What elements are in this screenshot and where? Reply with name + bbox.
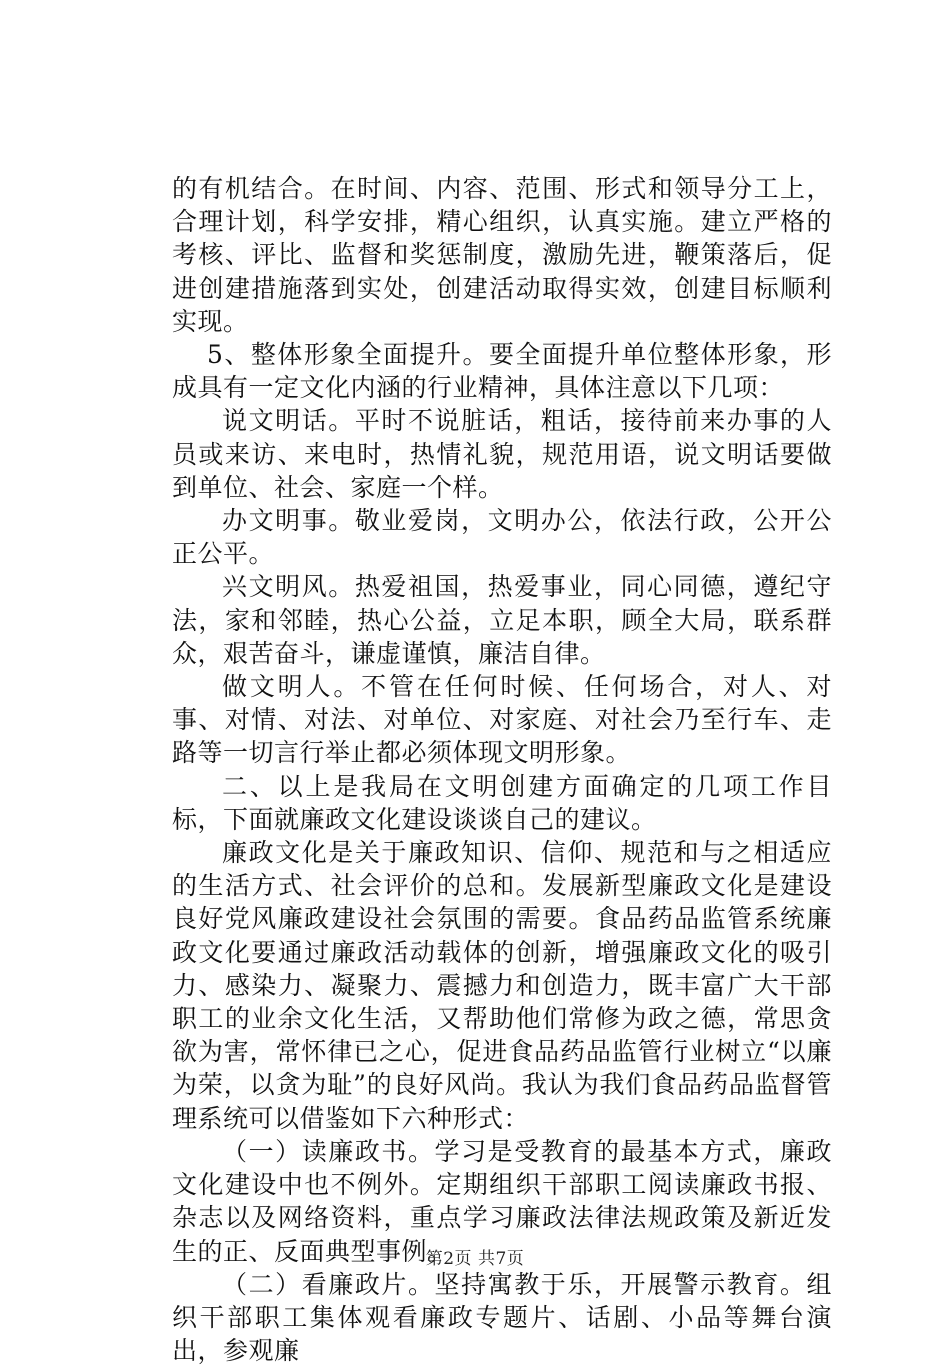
page-footer	[0, 1244, 950, 1269]
paragraph-7: 二、以上是我局在文明创建方面确定的几项工作目标，下面就廉政文化建设谈谈自己的建议。	[172, 771, 832, 834]
paragraph-8: 廉政文化是关于廉政知识、信仰、规范和与之相适应的生活方式、社会评价的总和。发展新型廉政文化是建设良好党风廉政建设社会氛围的需要。食品药品监管系统廉政文化要通过廉政活动载体的创新，增强廉政文化的吸引力、感染力、凝聚力、震撼力和创造力，既丰富广大干部职工的业余文化生活，又帮助他们常修为政之德，常思贪欲为害，常怀律已之心，促进食品药品监管行业树立“以廉为荣，以贪为耻”的良好风尚。我认为我们食品药品监督管理系统可以借鉴如下六种形式：	[172, 838, 832, 1133]
page-number-label: 第2页 共7页	[425, 1249, 525, 1269]
paragraph-2: 5、整体形象全面提升。要全面提升单位整体形象，形成具有一定文化内涵的行业精神，具体注意以下几项：	[172, 340, 832, 403]
paragraph-4: 办文明事。敬业爱岗，文明办公，依法行政，公开公正公平。	[172, 506, 832, 569]
paragraph-1: 的有机结合。在时间、内容、范围、形式和领导分工上，合理计划，科学安排，精心组织，认真实施。建立严格的考核、评比、监督和奖惩制度，激励先进，鞭策落后，促进创建措施落到实处，创建活动取得实效，创建目标顺利实现。	[172, 174, 832, 336]
paragraph-5: 兴文明风。热爱祖国，热爱事业，同心同德，遵纪守法，家和邻睦，热心公益，立足本职，顾全大局，联系群众，艰苦奋斗，谦虚谨慎，廉洁自律。	[172, 572, 832, 668]
paragraph-10: （二）看廉政片。坚持寓教于乐，开展警示教育。组织干部职工集体观看廉政专题片、话剧、小品等舞台演出，参观廉	[172, 1269, 832, 1366]
document-body	[172, 172, 832, 1367]
paragraph-6: 做文明人。不管在任何时候、任何场合，对人、对事、对情、对法、对单位、对家庭、对社会乃至行车、走路等一切言行举止都必须体现文明形象。	[172, 672, 832, 768]
paragraph-3: 说文明话。平时不说脏话，粗话，接待前来办事的人员或来访、来电时，热情礼貌，规范用语，说文明话要做到单位、社会、家庭一个样。	[172, 406, 832, 502]
paragraph-9: （一）读廉政书。学习是受教育的最基本方式，廉政文化建设中也不例外。定期组织干部职工阅读廉政书报、杂志以及网络资料，重点学习廉政法律法规政策及新近发生的正、反面典型事例。	[172, 1136, 832, 1266]
